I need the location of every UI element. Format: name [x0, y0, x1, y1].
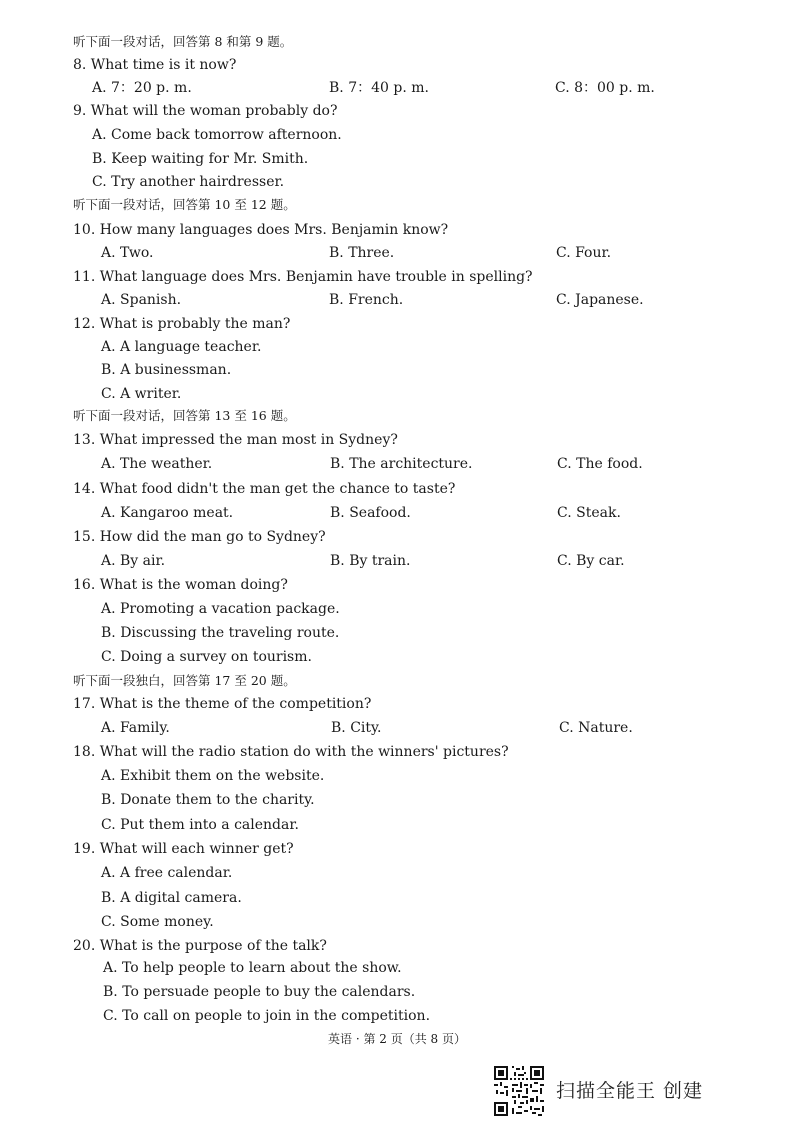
scanner-watermark: 扫描全能王 创建 [556, 1080, 704, 1102]
option-b: B. Donate them to the charity. [101, 792, 315, 808]
page-number-footer: 英语 · 第 2 页（共 8 页） [328, 1032, 466, 1046]
option-b: B. Three. [329, 245, 395, 261]
option-a: A. Promoting a vacation package. [101, 601, 340, 617]
option-c: C. Put them into a calendar. [101, 817, 299, 833]
answer-options-row [0, 453, 794, 475]
option-c: C. Nature. [559, 720, 633, 736]
option-a: A. The weather. [101, 456, 213, 472]
question-stem: 8. What time is it now? [73, 57, 237, 73]
section-instruction: 听下面一段对话，回答第 13 至 16 题。 [73, 408, 296, 423]
question-stem: 10. How many languages does Mrs. Benjamin know? [73, 222, 449, 238]
option-a: A. Family. [101, 720, 170, 736]
option-c: C. Doing a survey on tourism. [101, 649, 312, 665]
question-stem: 20. What is the purpose of the talk? [73, 938, 327, 954]
answer-options-row [0, 550, 794, 572]
option-c: C. Japanese. [556, 292, 644, 308]
option-c: C. Four. [556, 245, 612, 261]
answer-options-row [0, 289, 794, 311]
option-c: C. 8：00 p. m. [555, 80, 655, 96]
option-a: A. Kangaroo meat. [101, 505, 234, 521]
option-c: C. Some money. [101, 914, 214, 930]
question-stem: 18. What will the radio station do with the winners' pictures? [73, 744, 509, 760]
option-a: A. A free calendar. [101, 865, 233, 881]
question-stem: 11. What language does Mrs. Benjamin have trouble in spelling? [73, 269, 533, 285]
option-c: C. To call on people to join in the competition. [103, 1008, 431, 1024]
option-c: C. Steak. [557, 505, 621, 521]
option-b: B. Discussing the traveling route. [101, 625, 340, 641]
answer-options-row [0, 77, 794, 99]
option-a: A. 7：20 p. m. [92, 80, 192, 96]
option-c: C. A writer. [101, 386, 182, 402]
option-c: C. Try another hairdresser. [92, 174, 285, 190]
option-b: B. Seafood. [330, 505, 411, 521]
question-stem: 17. What is the theme of the competition? [73, 696, 372, 712]
section-instruction: 听下面一段对话，回答第 10 至 12 题。 [73, 197, 296, 212]
question-stem: 13. What impressed the man most in Sydney? [73, 432, 398, 448]
option-a: A. Come back tomorrow afternoon. [92, 127, 342, 143]
qr-code-icon [494, 1066, 544, 1116]
question-stem: 15. How did the man go to Sydney? [73, 529, 326, 545]
option-b: B. By train. [330, 553, 411, 569]
option-a: A. Spanish. [101, 292, 182, 308]
option-b: B. A businessman. [101, 362, 232, 378]
section-instruction: 听下面一段对话，回答第 8 和第 9 题。 [73, 34, 293, 49]
question-stem: 19. What will each winner get? [73, 841, 294, 857]
option-b: B. Keep waiting for Mr. Smith. [92, 151, 309, 167]
option-a: A. By air. [101, 553, 166, 569]
option-a: A. To help people to learn about the show. [103, 960, 402, 976]
question-stem: 16. What is the woman doing? [73, 577, 288, 593]
option-c: C. By car. [557, 553, 625, 569]
option-b: B. French. [329, 292, 404, 308]
option-a: A. A language teacher. [101, 339, 262, 355]
option-b: B. To persuade people to buy the calendars. [103, 984, 416, 1000]
question-stem: 9. What will the woman probably do? [73, 103, 338, 119]
option-b: B. 7：40 p. m. [329, 80, 429, 96]
answer-options-row [0, 242, 794, 264]
answer-options-row [0, 502, 794, 524]
option-b: B. The architecture. [330, 456, 473, 472]
question-stem: 12. What is probably the man? [73, 316, 291, 332]
answer-options-row [0, 717, 794, 739]
option-b: B. A digital camera. [101, 890, 242, 906]
option-c: C. The food. [557, 456, 643, 472]
option-a: A. Exhibit them on the website. [101, 768, 325, 784]
option-a: A. Two. [101, 245, 154, 261]
option-b: B. City. [331, 720, 382, 736]
section-instruction: 听下面一段独白，回答第 17 至 20 题。 [73, 673, 296, 688]
question-stem: 14. What food didn't the man get the chance to taste? [73, 481, 456, 497]
